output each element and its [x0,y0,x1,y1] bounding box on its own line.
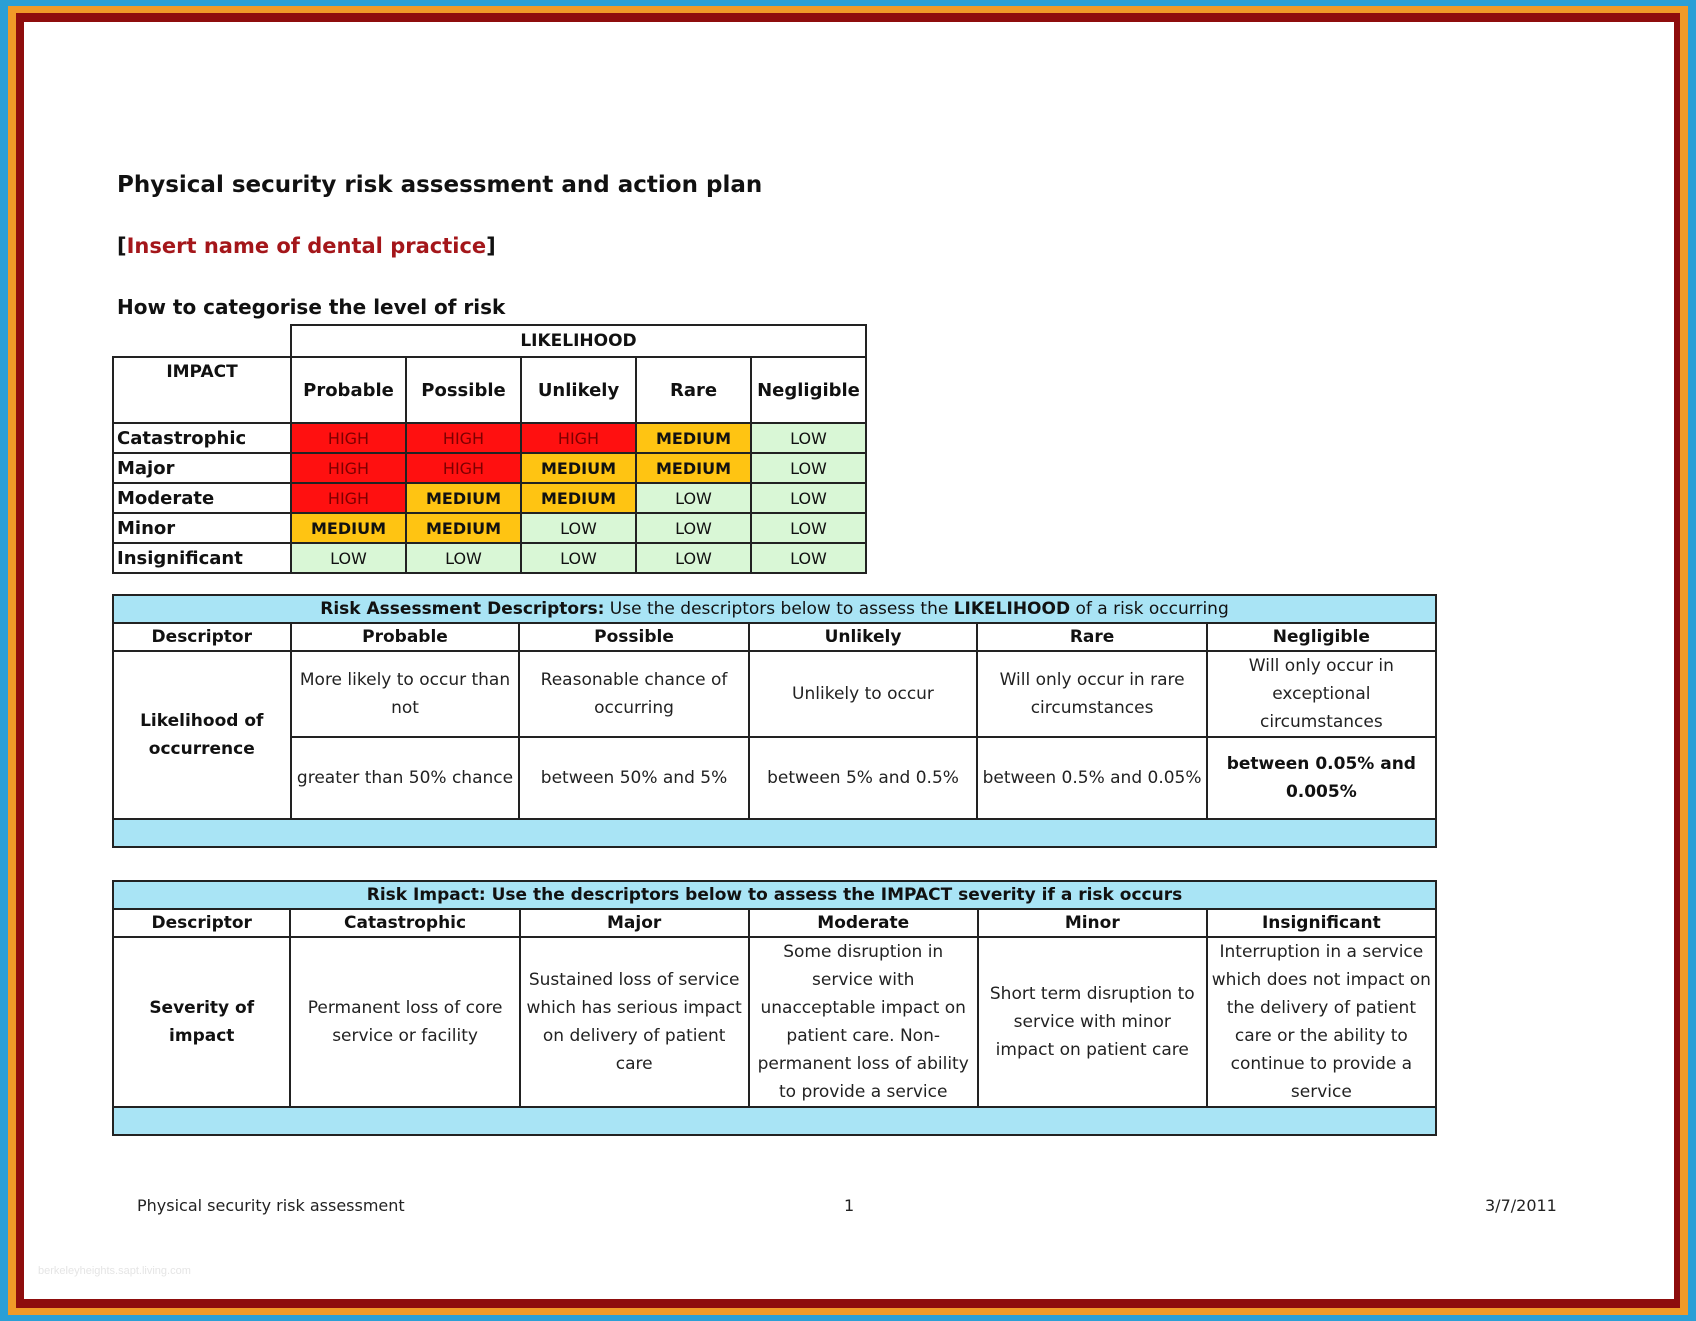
likelihood-probability: between 50% and 5% [519,737,748,819]
impact-row-label: Severity of impact [113,937,290,1107]
risk-level-cell: HIGH [406,453,521,483]
matrix-row [113,543,866,573]
risk-level-cell: MEDIUM [406,483,521,513]
risk-level-cell: LOW [291,543,406,573]
impact-col-header: Minor [978,909,1207,937]
risk-level-cell: LOW [751,483,866,513]
risk-level-cell: LOW [751,543,866,573]
likelihood-probability: between 0.5% and 0.05% [977,737,1206,819]
likelihood-table-header [113,595,1436,623]
watermark-text: berkeleyheights.sapt.living.com [38,1265,191,1277]
likelihood-probability: greater than 50% chance [291,737,520,819]
footer-page-number: 1 [844,1196,855,1215]
matrix-col-header: Rare [636,357,751,423]
section-heading-categorise: How to categorise the level of risk [117,295,506,319]
risk-level-cell: LOW [406,543,521,573]
likelihood-description: Will only occur in exceptional circumstances [1207,651,1436,737]
matrix-row [113,483,866,513]
descriptor-col-header: Descriptor [113,909,290,937]
risk-level-cell: MEDIUM [291,513,406,543]
footer-document-name: Physical security risk assessment [137,1196,405,1215]
likelihood-descriptor-table [112,594,1437,848]
risk-level-cell: LOW [636,513,751,543]
risk-level-cell: LOW [521,543,636,573]
risk-level-cell: LOW [636,543,751,573]
matrix-row-label: Insignificant [113,543,291,573]
likelihood-header-text: Use the descriptors below to assess the [604,599,954,619]
impact-table-header: Risk Impact: Use the descriptors below to assess the IMPACT severity if a risk occurs [113,881,1436,909]
impact-description: Some disruption in service with unacceptable impact on patient care. Non-permanent loss of ability to provide a service [749,937,978,1107]
risk-level-cell: MEDIUM [521,483,636,513]
impact-col-header: Moderate [749,909,978,937]
likelihood-probability: between 5% and 0.5% [749,737,978,819]
footer-date: 3/7/2011 [1485,1196,1557,1215]
risk-level-cell: LOW [521,513,636,543]
likelihood-row-label: Likelihood of occurrence [113,651,291,819]
likelihood-header-end: of a risk occurring [1070,599,1229,619]
likelihood-description: More likely to occur than not [291,651,520,737]
descriptor-col-header: Descriptor [113,623,291,651]
risk-level-cell: HIGH [291,453,406,483]
risk-level-cell: MEDIUM [636,453,751,483]
likelihood-col-header: Negligible [1207,623,1436,651]
impact-col-header: Insignificant [1207,909,1436,937]
matrix-col-header: Unlikely [521,357,636,423]
likelihood-header-keyword: LIKELIHOOD [953,599,1071,619]
likelihood-probability: between 0.05% and 0.005% [1207,737,1436,819]
risk-level-cell: HIGH [406,423,521,453]
matrix-row-label: Moderate [113,483,291,513]
practice-name-placeholder[interactable] [117,234,496,258]
likelihood-col-header: Rare [977,623,1206,651]
risk-level-cell: MEDIUM [406,513,521,543]
risk-matrix-table [112,324,867,574]
risk-level-cell: HIGH [291,423,406,453]
matrix-row-label: Major [113,453,291,483]
risk-level-cell: MEDIUM [636,423,751,453]
likelihood-col-header: Unlikely [749,623,978,651]
practice-name-text: Insert name of dental practice [126,234,487,258]
likelihood-description: Unlikely to occur [749,651,978,737]
likelihood-description: Will only occur in rare circumstances [977,651,1206,737]
matrix-row-label: Minor [113,513,291,543]
matrix-col-header: Possible [406,357,521,423]
impact-table-footer-band [113,1107,1436,1135]
likelihood-col-header: Probable [291,623,520,651]
likelihood-description: Reasonable chance of occurring [519,651,748,737]
impact-header: IMPACT [113,357,291,423]
matrix-body [113,423,866,573]
matrix-col-header: Probable [291,357,406,423]
likelihood-col-header: Possible [519,623,748,651]
impact-description: Short term disruption to service with minor impact on patient care [978,937,1207,1107]
page-title: Physical security risk assessment and action plan [117,172,763,198]
matrix-corner [113,325,291,357]
risk-level-cell: LOW [751,453,866,483]
risk-level-cell: HIGH [521,423,636,453]
bracket-open: [ [117,234,127,258]
matrix-col-header: Negligible [751,357,866,423]
likelihood-table-footer-band [113,819,1436,847]
impact-col-header: Catastrophic [290,909,519,937]
impact-descriptor-table [112,880,1437,1136]
impact-col-header: Major [520,909,749,937]
impact-description: Sustained loss of service which has serious impact on delivery of patient care [520,937,749,1107]
risk-level-cell: HIGH [291,483,406,513]
risk-level-cell: MEDIUM [521,453,636,483]
risk-level-cell: LOW [636,483,751,513]
likelihood-header-bold: Risk Assessment Descriptors: [320,599,605,619]
matrix-row [113,513,866,543]
risk-level-cell: LOW [751,423,866,453]
bracket-close: ] [486,234,496,258]
matrix-row [113,453,866,483]
matrix-row-label: Catastrophic [113,423,291,453]
impact-description: Permanent loss of core service or facility [290,937,519,1107]
risk-level-cell: LOW [751,513,866,543]
likelihood-header: LIKELIHOOD [291,325,866,357]
document-page [24,22,1674,1299]
impact-description: Interruption in a service which does not impact on the delivery of patient care or the ability to continue to provide a service [1207,937,1436,1107]
matrix-row [113,423,866,453]
